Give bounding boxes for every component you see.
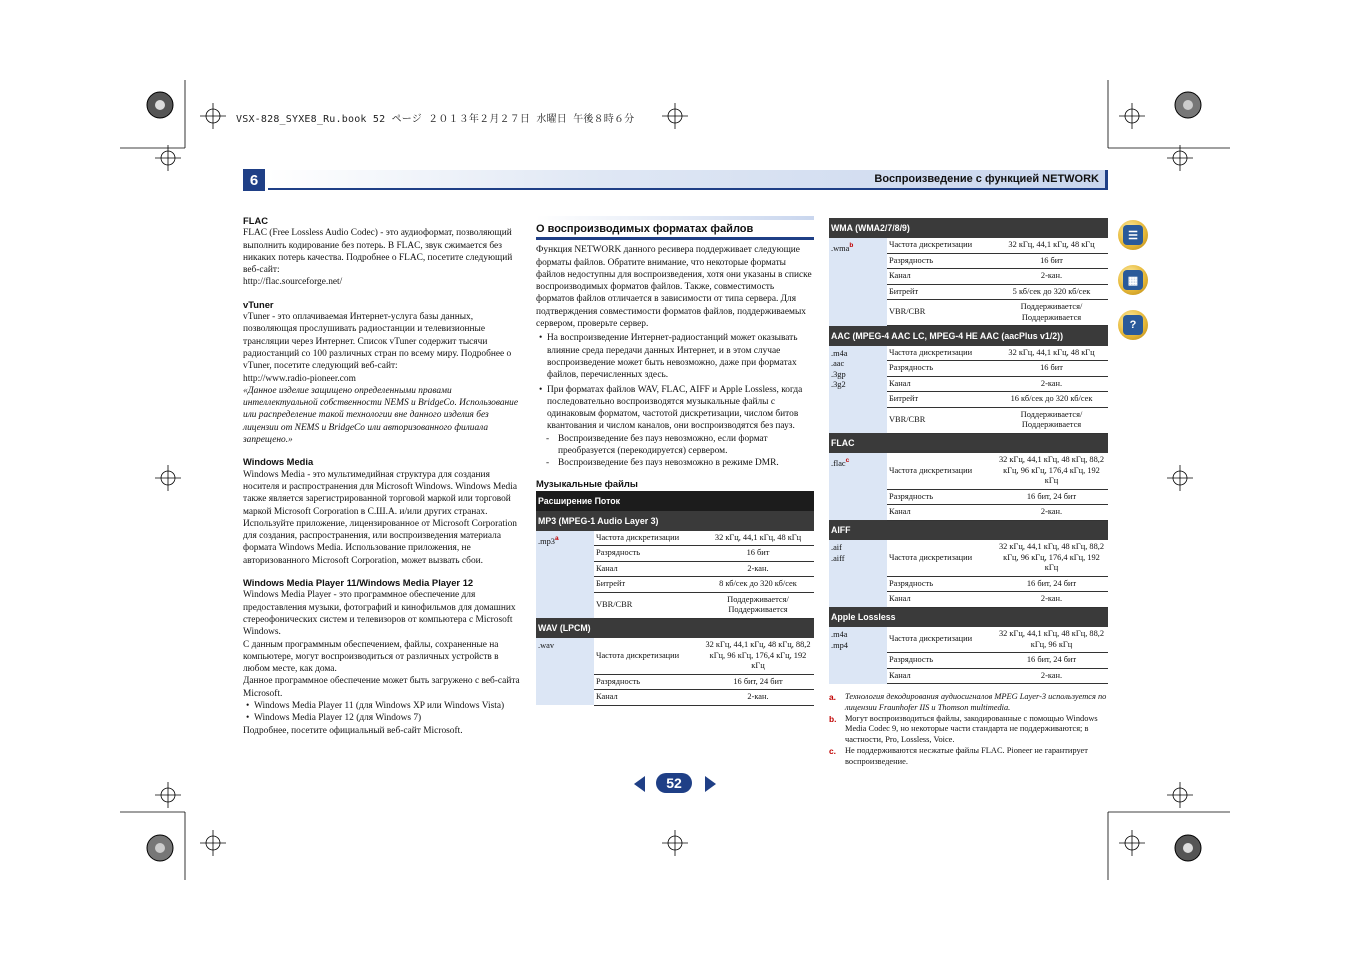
extension-cell: .m4a .mp4 — [829, 627, 887, 684]
param-name: Битрейт — [887, 284, 995, 300]
param-value: 32 кГц, 44,1 кГц, 48 кГц — [995, 346, 1108, 361]
flac-url[interactable]: http://flac.sourceforge.net/ — [243, 277, 343, 288]
param-value: 16 бит, 24 бит — [995, 653, 1108, 669]
vtuner-text: vTuner - это оплачиваемая Интернет-услуга базы данных, позволяющая прослушивать радиостанции и телевизионные трансляции через Интернет. Список vTuner содержит тысячи радиостанций со 100 различных стран по всему миру. Подробнее о vTuner, посетите следующий веб-сайт: — [243, 312, 512, 372]
flac-text: FLAC (Free Lossless Audio Codec) - это аудиоформат, позволяющий выполнить кодирование без потерь. В FLAC, звук сжимается без никаких потерь качества. Подробнее о FLAC, посетите следующий веб-сайт: — [243, 228, 513, 276]
param-name: Разрядность — [594, 546, 702, 562]
extension-cell: .wav — [536, 638, 594, 705]
page-number: 52 — [656, 773, 692, 793]
section-title: О воспроизводимых форматах файлов — [536, 223, 814, 240]
list-item: • На воспроизведение Интернет-радиостанций может оказывать влияние среда передачи данных Интернет, и в этом случае воспроизведение может быть невозможно, даже при форматах файлов, перечисленных здесь. — [536, 332, 814, 381]
table-row — [829, 540, 1108, 576]
intro-text: Функция NETWORK данного ресивера поддерживает следующие форматы файлов. Обратите внимание, что некоторые форматы файлов недоступны для воспроизведения, хотя они указаны в списке воспроизводимых форматов файлов. Также, совместимость форматов файлов отличается в зависимости от типа сервера. Для подтверждения совместимости форматов файлов, поддерживаемых сервером, проверьте сервер. — [536, 245, 812, 330]
print-header: VSX-828_SYXE8_Ru.book 52 ページ ２０１３年２月２７日 水曜日 午後８時６分 — [236, 114, 635, 125]
footnote-b: b. Могут воспроизводиться файлы, закодированные с помощью Windows Media Codec 9, но некоторые части стандарта не поддерживаются; в частности, Pro, Lossless, Voice. — [829, 713, 1098, 745]
column-2 — [536, 218, 814, 706]
table-row — [829, 627, 1108, 653]
formats-table-left — [536, 491, 814, 706]
param-name: Частота дискретизации — [594, 638, 702, 674]
param-name: Частота дискретизации — [887, 540, 995, 576]
format-caption: MP3 (MPEG-1 Audio Layer 3) — [536, 511, 814, 531]
extension-cell: .aif .aiff — [829, 540, 887, 607]
param-name: Частота дискретизации — [887, 453, 995, 489]
param-name: Частота дискретизации — [594, 531, 702, 546]
param-value: 32 кГц, 44,1 кГц, 48 кГц, 88,2 кГц, 96 кГц, 176,4 кГц, 192 кГц — [995, 540, 1108, 576]
pager — [634, 772, 716, 794]
param-value: 16 бит — [995, 361, 1108, 377]
vtuner-heading: vTuner — [243, 298, 274, 310]
table-row — [536, 638, 814, 674]
param-value: 2-кан. — [995, 592, 1108, 608]
footnotes — [829, 692, 1108, 768]
dash-list — [536, 433, 814, 470]
format-caption: WMA (WMA2/7/8/9) — [829, 218, 1108, 238]
footnote-c: c. Не поддерживаются несжатые файлы FLAC. Pioneer не гарантирует воспроизведение. — [829, 745, 1088, 766]
param-name: Битрейт — [594, 577, 702, 593]
param-value: 2-кан. — [702, 561, 814, 577]
format-caption: Apple Lossless — [829, 607, 1108, 627]
param-name: Частота дискретизации — [887, 346, 995, 361]
chapter-number: 6 — [243, 169, 265, 191]
param-name: Канал — [887, 269, 995, 285]
format-caption: FLAC — [829, 433, 1108, 453]
param-value: 16 бит — [702, 546, 814, 562]
windows-media-text: Windows Media - это мультимедийная структура для создания носителя и распространения для Microsoft Windows. Windows Media также является зарегистрированной торговой маркой или торговой маркой Microsoft Corporation в С.Ш.А. и/или других странах. Используйте приложение, лицензированное от Microsoft Corporation для создания, распространения, или воспроизведения материала формата Windows Media. Использование приложения, не авторизованного Microsoft Corporation, может вызвать сбои. — [243, 469, 517, 566]
list-item: - Воспроизведение без пауз невозможно, если формат преобразуется (перекодируется) сервером. — [546, 433, 814, 458]
chapter-title: Воспроизведение с функцией NETWORK — [874, 173, 1099, 185]
formats-table-right — [829, 218, 1108, 684]
param-name: Канал — [887, 668, 995, 684]
param-value: 32 кГц, 44,1 кГц, 48 кГц, 88,2 кГц, 96 кГц — [995, 627, 1108, 653]
param-name: Разрядность — [887, 489, 995, 505]
list-item: • Windows Media Player 11 (для Windows XP или Windows Vista) — [243, 700, 521, 712]
param-name: Разрядность — [887, 361, 995, 377]
param-name: Частота дискретизации — [887, 627, 995, 653]
next-page-arrow-icon[interactable] — [705, 776, 716, 792]
param-name: Канал — [887, 592, 995, 608]
flac-heading: FLAC — [243, 215, 268, 226]
chapter-bar — [268, 170, 1108, 190]
param-name: VBR/CBR — [887, 407, 995, 433]
param-value: 32 кГц, 44,1 кГц, 48 кГц, 88,2 кГц, 96 кГц, 176,4 кГц, 192 кГц — [702, 638, 814, 674]
param-value: Поддерживается/ Поддерживается — [995, 300, 1108, 326]
param-value: 32 кГц, 44,1 кГц, 48 кГц — [702, 531, 814, 546]
param-name: VBR/CBR — [887, 300, 995, 326]
param-name: VBR/CBR — [594, 592, 702, 618]
remote-icon[interactable]: ▦ — [1118, 265, 1148, 295]
extension-cell: .flac$^c$ — [829, 453, 887, 520]
column-1 — [243, 215, 521, 737]
param-name: Частота дискретизации — [887, 238, 995, 253]
extension-cell: .mp3$^a$ — [536, 531, 594, 619]
wmp-text-4: Подробнее, посетите официальный веб-сайт Microsoft. — [243, 725, 463, 736]
param-value: 2-кан. — [995, 376, 1108, 392]
ext-header: Расширение Поток — [536, 491, 814, 511]
extension-cell: .wma$^b$ — [829, 238, 887, 326]
wmp-text-2: С данным программным обеспечением, файлы, сохраненные на компьютере, могут воспроизводиться от различных устройств в любом месте, как дома. — [243, 639, 499, 675]
vtuner-note: «Данное изделие защищено определенными правами интеллектуальной собственности NEMS и BridgeCo. Использование или распределение такой технологии вне данного изделия без лицензии от NEMS и BridgeCo или авторизованного филиала запрещено.» — [243, 385, 519, 446]
param-value: 2-кан. — [702, 690, 814, 706]
param-name: Канал — [887, 376, 995, 392]
book-icon[interactable]: ☰ — [1118, 220, 1148, 250]
param-value: 8 кб/сек до 320 кб/сек — [702, 577, 814, 593]
param-name: Канал — [594, 561, 702, 577]
param-name: Разрядность — [887, 653, 995, 669]
vtuner-url[interactable]: http://www.radio-pioneer.com — [243, 373, 356, 384]
param-value: 2-кан. — [995, 505, 1108, 521]
extension-cell: .m4a .aac .3gp .3g2 — [829, 346, 887, 434]
param-value: Поддерживается/ Поддерживается — [702, 592, 814, 618]
footnote-a: a. Технология декодирования аудиосигналов MPEG Layer-3 используется по лицензии Fraunhofer IIS и Thomson multimedia. — [829, 692, 1107, 712]
param-value: 32 кГц, 44,1 кГц, 48 кГц, 88,2 кГц, 96 кГц, 176,4 кГц, 192 кГц — [995, 453, 1108, 489]
prev-page-arrow-icon[interactable] — [634, 776, 645, 792]
param-value: 16 кб/сек до 320 кб/сек — [995, 392, 1108, 408]
wmp-list — [243, 700, 521, 725]
table-row — [829, 238, 1108, 253]
param-name: Битрейт — [887, 392, 995, 408]
column-3 — [829, 218, 1108, 768]
wmp-heading: Windows Media Player 11/Windows Media Player 12 — [243, 577, 474, 589]
format-caption: AIFF — [829, 520, 1108, 540]
param-value: Поддерживается/ Поддерживается — [995, 407, 1108, 433]
windows-media-heading: Windows Media — [243, 456, 314, 468]
param-value: 16 бит — [995, 253, 1108, 269]
wmp-text-1: Windows Media Player - это программное обеспечение для предоставления музыки, фотографий и кинофильмов для домашних стереофонических систем и телевизоров от компьютера с Microsoft Windows. — [243, 590, 516, 638]
param-value: 2-кан. — [995, 668, 1108, 684]
param-name: Канал — [594, 690, 702, 706]
table-row — [829, 453, 1108, 489]
param-name: Разрядность — [594, 674, 702, 690]
list-item: • При форматах файлов WAV, FLAC, AIFF и Apple Lossless, когда последовательно воспроизводятся музыкальные файлы с одинаковым форматом, частотой дискретизации, числом битов квантования и числом каналов, они воспроизводятся без пауз. — [536, 384, 814, 433]
wmp-text-3: Данное программное обеспечение может быть загружено с веб-сайта Microsoft. — [243, 676, 520, 699]
param-name: Разрядность — [887, 576, 995, 592]
param-value: 16 бит, 24 бит — [702, 674, 814, 690]
format-caption: WAV (LPCM) — [536, 618, 814, 638]
list-item: - Воспроизведение без пауз невозможно в режиме DMR. — [546, 457, 814, 469]
param-value: 32 кГц, 44,1 кГц, 48 кГц — [995, 238, 1108, 253]
format-caption: AAC (MPEG-4 AAC LC, MPEG-4 HE AAC (aacPlus v1/2)) — [829, 326, 1108, 346]
param-value: 2-кан. — [995, 269, 1108, 285]
notes-list — [536, 332, 814, 432]
table-row — [536, 531, 814, 546]
music-files-heading: Музыкальные файлы — [536, 477, 638, 489]
param-name: Канал — [887, 505, 995, 521]
table-row — [829, 346, 1108, 361]
param-name: Разрядность — [887, 253, 995, 269]
help-icon[interactable]: ? — [1118, 310, 1148, 340]
list-item: • Windows Media Player 12 (для Windows 7) — [243, 712, 521, 724]
param-value: 5 кб/сек до 320 кб/сек — [995, 284, 1108, 300]
param-value: 16 бит, 24 бит — [995, 489, 1108, 505]
param-value: 16 бит, 24 бит — [995, 576, 1108, 592]
